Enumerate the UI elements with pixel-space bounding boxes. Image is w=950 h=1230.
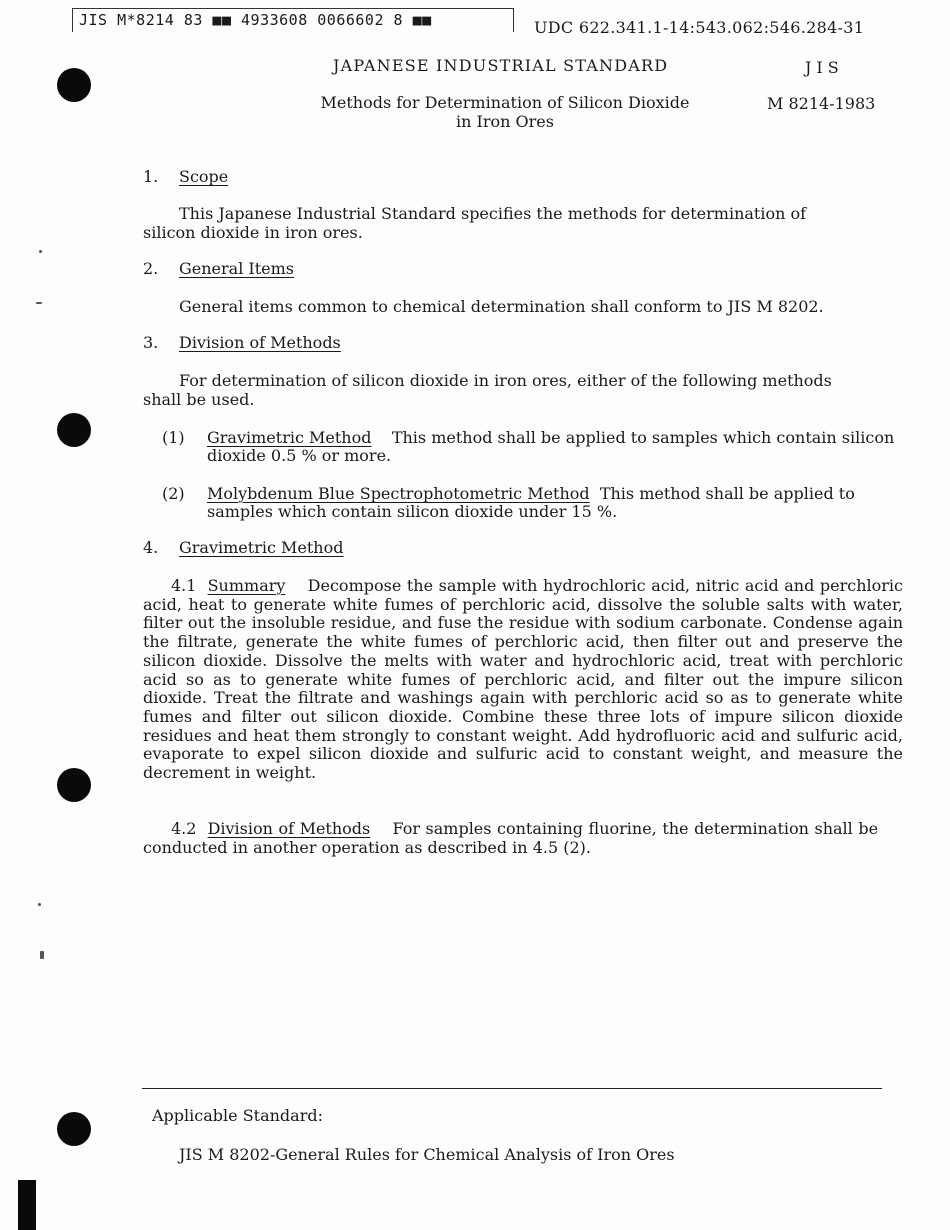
item-number: (2) bbox=[162, 484, 185, 503]
subsection-text: For samples containing fluorine, the determination shall be conducted in another operation as described in 4.5 (2). bbox=[143, 819, 879, 857]
section-title: General Items bbox=[179, 259, 295, 278]
scan-speck bbox=[38, 903, 41, 906]
section-2-heading bbox=[143, 259, 294, 278]
item-body bbox=[207, 429, 897, 465]
section-title: Division of Methods bbox=[179, 333, 341, 352]
punch-hole bbox=[57, 1112, 91, 1146]
section-number: 2. bbox=[143, 259, 159, 278]
section-3-text: For determination of silicon dioxide in iron ores, either of the following methods shall be used. bbox=[143, 371, 832, 409]
title-line-1: Methods for Determination of Silicon Dioxide bbox=[320, 93, 690, 112]
title-line-2: in Iron Ores bbox=[456, 112, 554, 131]
footer-divider bbox=[142, 1088, 882, 1089]
standard-code: M 8214-1983 bbox=[767, 94, 876, 113]
item-text: This method shall be applied to samples which contain silicon dioxide under 15 %. bbox=[207, 484, 855, 521]
scan-stamp: JIS M*8214 83 ■■ 4933608 0066602 8 ■■ bbox=[72, 8, 514, 32]
applicable-standard-label: Applicable Standard: bbox=[152, 1106, 323, 1125]
punch-hole bbox=[57, 68, 91, 102]
scan-speck bbox=[40, 951, 44, 959]
standard-heading: JAPANESE INDUSTRIAL STANDARD bbox=[333, 56, 669, 75]
applicable-standard-item: JIS M 8202-General Rules for Chemical Analysis of Iron Ores bbox=[179, 1145, 675, 1164]
section-title: Scope bbox=[179, 167, 229, 186]
subsection-title: Division of Methods bbox=[207, 819, 371, 838]
section-1-heading bbox=[143, 167, 228, 186]
section-number: 4. bbox=[143, 538, 159, 557]
subsection-number: 4.2 bbox=[171, 819, 197, 838]
scan-edge-mark bbox=[18, 1180, 36, 1230]
subsection-4-2 bbox=[143, 820, 878, 857]
scan-speck bbox=[39, 250, 42, 253]
punch-hole bbox=[57, 413, 91, 447]
subsection-number: 4.1 bbox=[171, 576, 197, 595]
section-number: 3. bbox=[143, 333, 159, 352]
subsection-title: Summary bbox=[207, 576, 286, 595]
item-number: (1) bbox=[162, 428, 185, 447]
jis-tag: JIS bbox=[805, 58, 844, 77]
section-2-text: General items common to chemical determination shall conform to JIS M 8202. bbox=[179, 297, 824, 316]
item-title: Molybdenum Blue Spectrophotometric Method bbox=[207, 484, 590, 503]
document-title bbox=[290, 93, 720, 131]
udc-number: UDC 622.341.1-14:543.062:546.284-31 bbox=[534, 18, 865, 37]
item-body bbox=[207, 485, 897, 521]
item-text: This method shall be applied to samples which contain silicon dioxide 0.5 % or more. bbox=[207, 428, 895, 465]
section-number: 1. bbox=[143, 167, 159, 186]
subsection-text: Decompose the sample with hydrochloric acid, nitric acid and perchloric acid, heat to generate white fumes of perchloric acid, dissolve the soluble salts with water, filter out the insoluble residue, and fuse the residue with sodium carbonate. Condense again the filtrate, generate the white fumes of perchloric acid, then filter out and preserve the silicon dioxide. Dissolve the melts with water and hydrochloric acid, treat with perchloric acid so as to generate white fumes of perchloric acid, and filter out the impure silicon dioxide. Treat the filtrate and washings again with perchloric acid so as to generate white fumes and filter out silicon dioxide. Combine these three lots of impure silicon dioxide residues and heat them strongly to constant weight. Add hydrofluoric acid and sulfuric acid, evaporate to expel silicon dioxide and sulfuric acid to constant weight, and measure the decrement in weight. bbox=[143, 576, 904, 783]
section-3-heading bbox=[143, 333, 341, 352]
section-1-text: This Japanese Industrial Standard specifies the methods for determination of silicon dioxide in iron ores. bbox=[143, 204, 807, 242]
section-title: Gravimetric Method bbox=[179, 538, 344, 557]
subsection-4-1 bbox=[143, 577, 903, 783]
punch-hole bbox=[57, 768, 91, 802]
section-4-heading bbox=[143, 538, 343, 557]
item-title: Gravimetric Method bbox=[207, 428, 372, 447]
scan-speck bbox=[36, 302, 42, 304]
